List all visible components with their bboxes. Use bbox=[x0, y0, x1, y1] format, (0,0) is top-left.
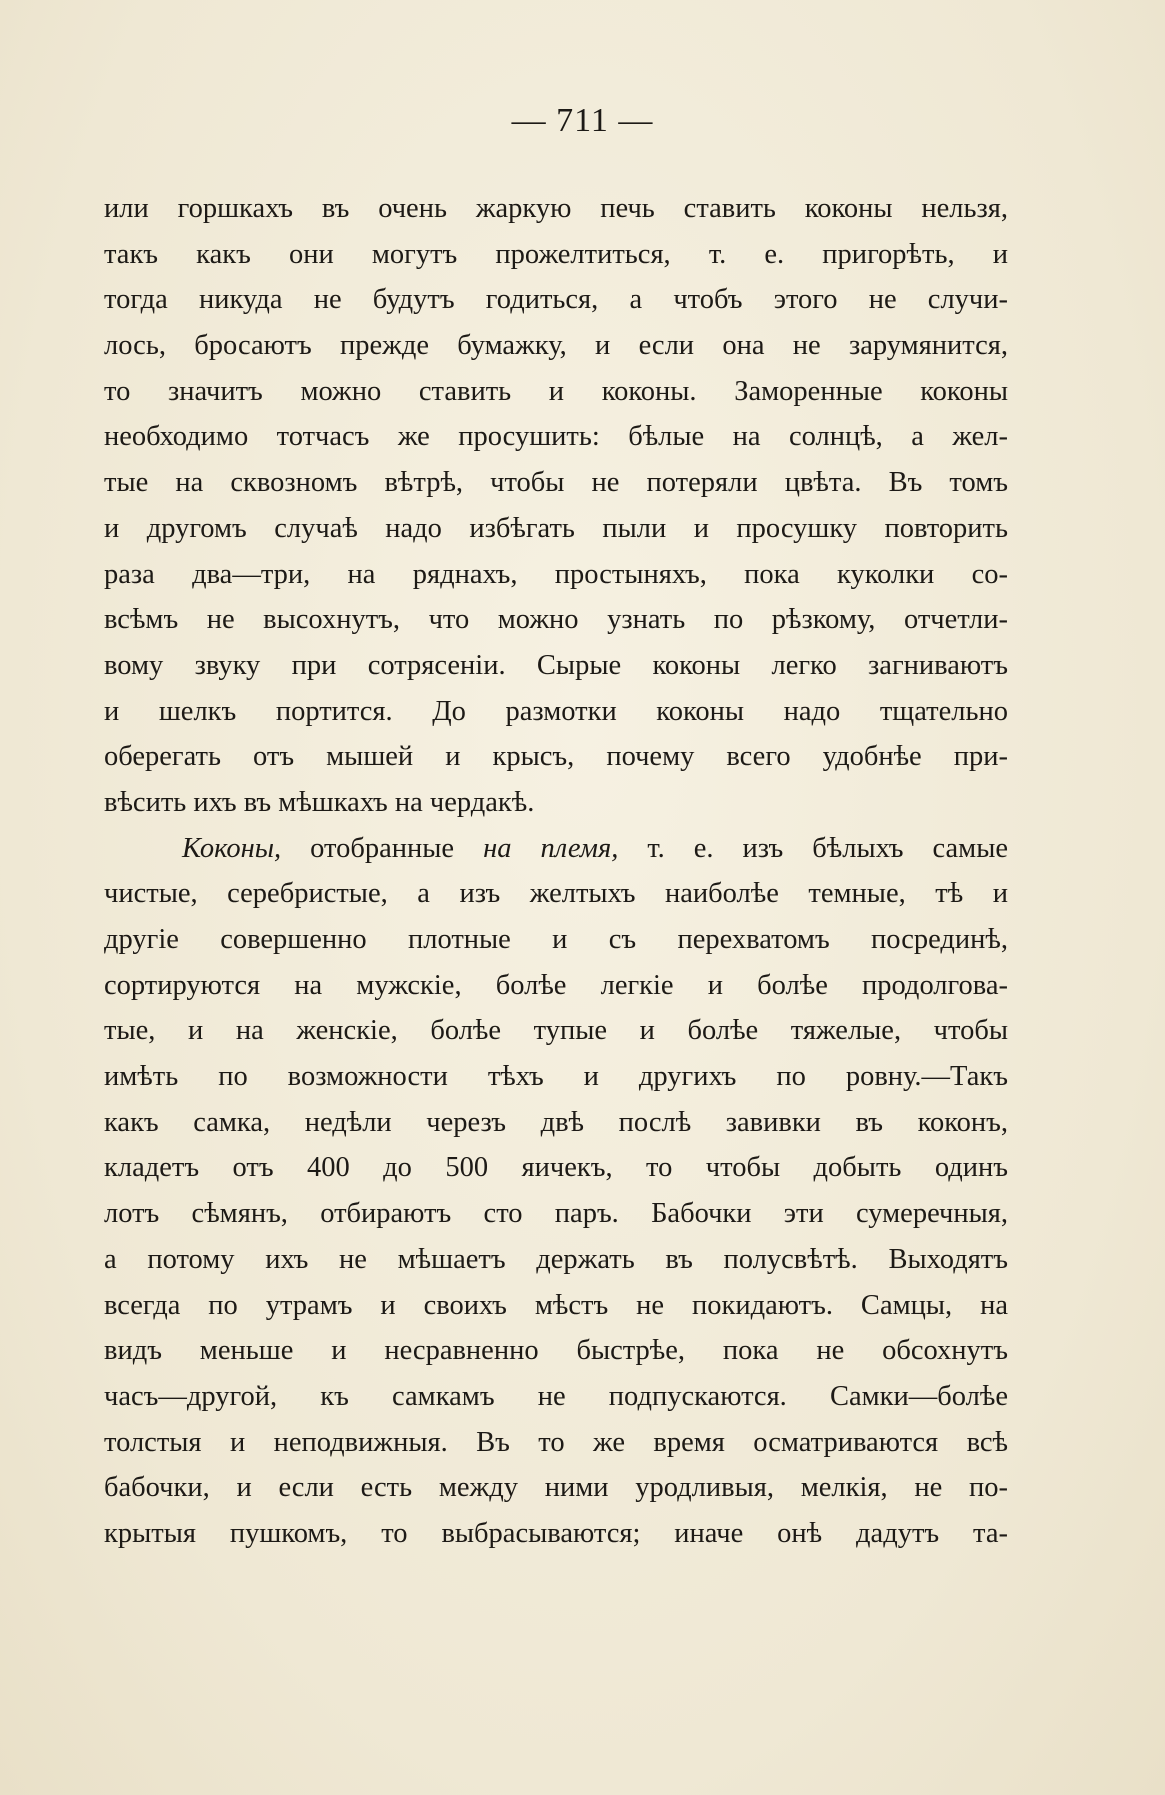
paragraph-2 bbox=[104, 826, 1008, 1557]
text-line-first bbox=[104, 826, 1008, 872]
text-line: какъ самка, недѣли черезъ двѣ послѣ завивки въ коконъ, bbox=[104, 1106, 1008, 1138]
italic-term-breeding: на племя, bbox=[483, 832, 619, 864]
text-line: сортируются на мужскіе, болѣе легкіе и болѣе продолгова- bbox=[104, 969, 1008, 1001]
text-line: и другомъ случаѣ надо избѣгать пыли и просушку повторить bbox=[104, 512, 1008, 544]
paragraph-1 bbox=[104, 186, 1008, 826]
text-line: бабочки, и если есть между ними уродливыя, мелкія, не по- bbox=[104, 1472, 1008, 1504]
text-line: лось, бросаютъ прежде бумажку, и если она не зарумянится, bbox=[104, 330, 1008, 362]
text-line: часъ—другой, къ самкамъ не подпускаются. Самки—болѣе bbox=[104, 1380, 1008, 1412]
text-run: отобранные bbox=[281, 832, 484, 864]
text-line: лотъ сѣмянъ, отбираютъ сто паръ. Бабочки эти сумеречныя, bbox=[104, 1198, 1008, 1230]
text-line: имѣть по возможности тѣхъ и другихъ по ровну.—Такъ bbox=[104, 1061, 1008, 1093]
text-line: крытыя пушкомъ, то выбрасываются; иначе онѣ дадутъ та- bbox=[104, 1517, 1008, 1549]
italic-term-cocoons: Коконы, bbox=[182, 832, 282, 864]
text-line: а потому ихъ не мѣшаетъ держать въ полусвѣтѣ. Выходятъ bbox=[104, 1243, 1008, 1275]
text-line: всѣмъ не высохнутъ, что можно узнать по рѣзкому, отчетли- bbox=[104, 604, 1008, 636]
page-number: — 711 — bbox=[511, 102, 654, 139]
text-line: чистые, серебристые, а изъ желтыхъ наиболѣе темные, тѣ и bbox=[104, 878, 1008, 910]
text-line: тые, и на женскіе, болѣе тупые и болѣе тяжелые, чтобы bbox=[104, 1015, 1008, 1047]
text-line: необходимо тотчасъ же просушить: бѣлые на солнцѣ, а жел- bbox=[104, 421, 1008, 453]
text-line: тогда никуда не будутъ годиться, а чтобъ этого не случи- bbox=[104, 284, 1008, 316]
text-line: раза два—три, на ряднахъ, простыняхъ, пока куколки со- bbox=[104, 558, 1008, 590]
text-line: толстыя и неподвижныя. Въ то же время осматриваются всѣ bbox=[104, 1426, 1008, 1458]
text-line: и шелкъ портится. До размотки коконы надо тщательно bbox=[104, 695, 1008, 727]
text-line: оберегать отъ мышей и крысъ, почему всего удобнѣе при- bbox=[104, 741, 1008, 773]
text-line: видъ меньше и несравненно быстрѣе, пока не обсохнутъ bbox=[104, 1335, 1008, 1367]
text-line: другіе совершенно плотные и съ перехватомъ посрединѣ, bbox=[104, 924, 1008, 955]
text-line: всегда по утрамъ и своихъ мѣстъ не покидаютъ. Самцы, на bbox=[104, 1289, 1008, 1321]
text-line: вѣсить ихъ въ мѣшкахъ на чердакѣ. bbox=[104, 786, 535, 818]
text-line: вому звуку при сотрясеніи. Сырые коконы легко загниваютъ bbox=[104, 649, 1008, 681]
text-line: кладетъ отъ 400 до 500 яичекъ, то чтобы добыть одинъ bbox=[104, 1152, 1008, 1184]
text-line: тые на сквозномъ вѣтрѣ, чтобы не потеряли цвѣта. Въ томъ bbox=[104, 467, 1008, 499]
text-line: такъ какъ они могутъ прожелтиться, т. е. пригорѣть, и bbox=[104, 238, 1008, 270]
text-line: то значитъ можно ставить и коконы. Заморенные коконы bbox=[104, 375, 1008, 407]
text-run: т. е. изъ бѣлыхъ самые bbox=[618, 832, 1008, 864]
text-body bbox=[104, 186, 1008, 1557]
text-line: или горшкахъ въ очень жаркую печь ставить коконы нельзя, bbox=[104, 193, 1008, 224]
